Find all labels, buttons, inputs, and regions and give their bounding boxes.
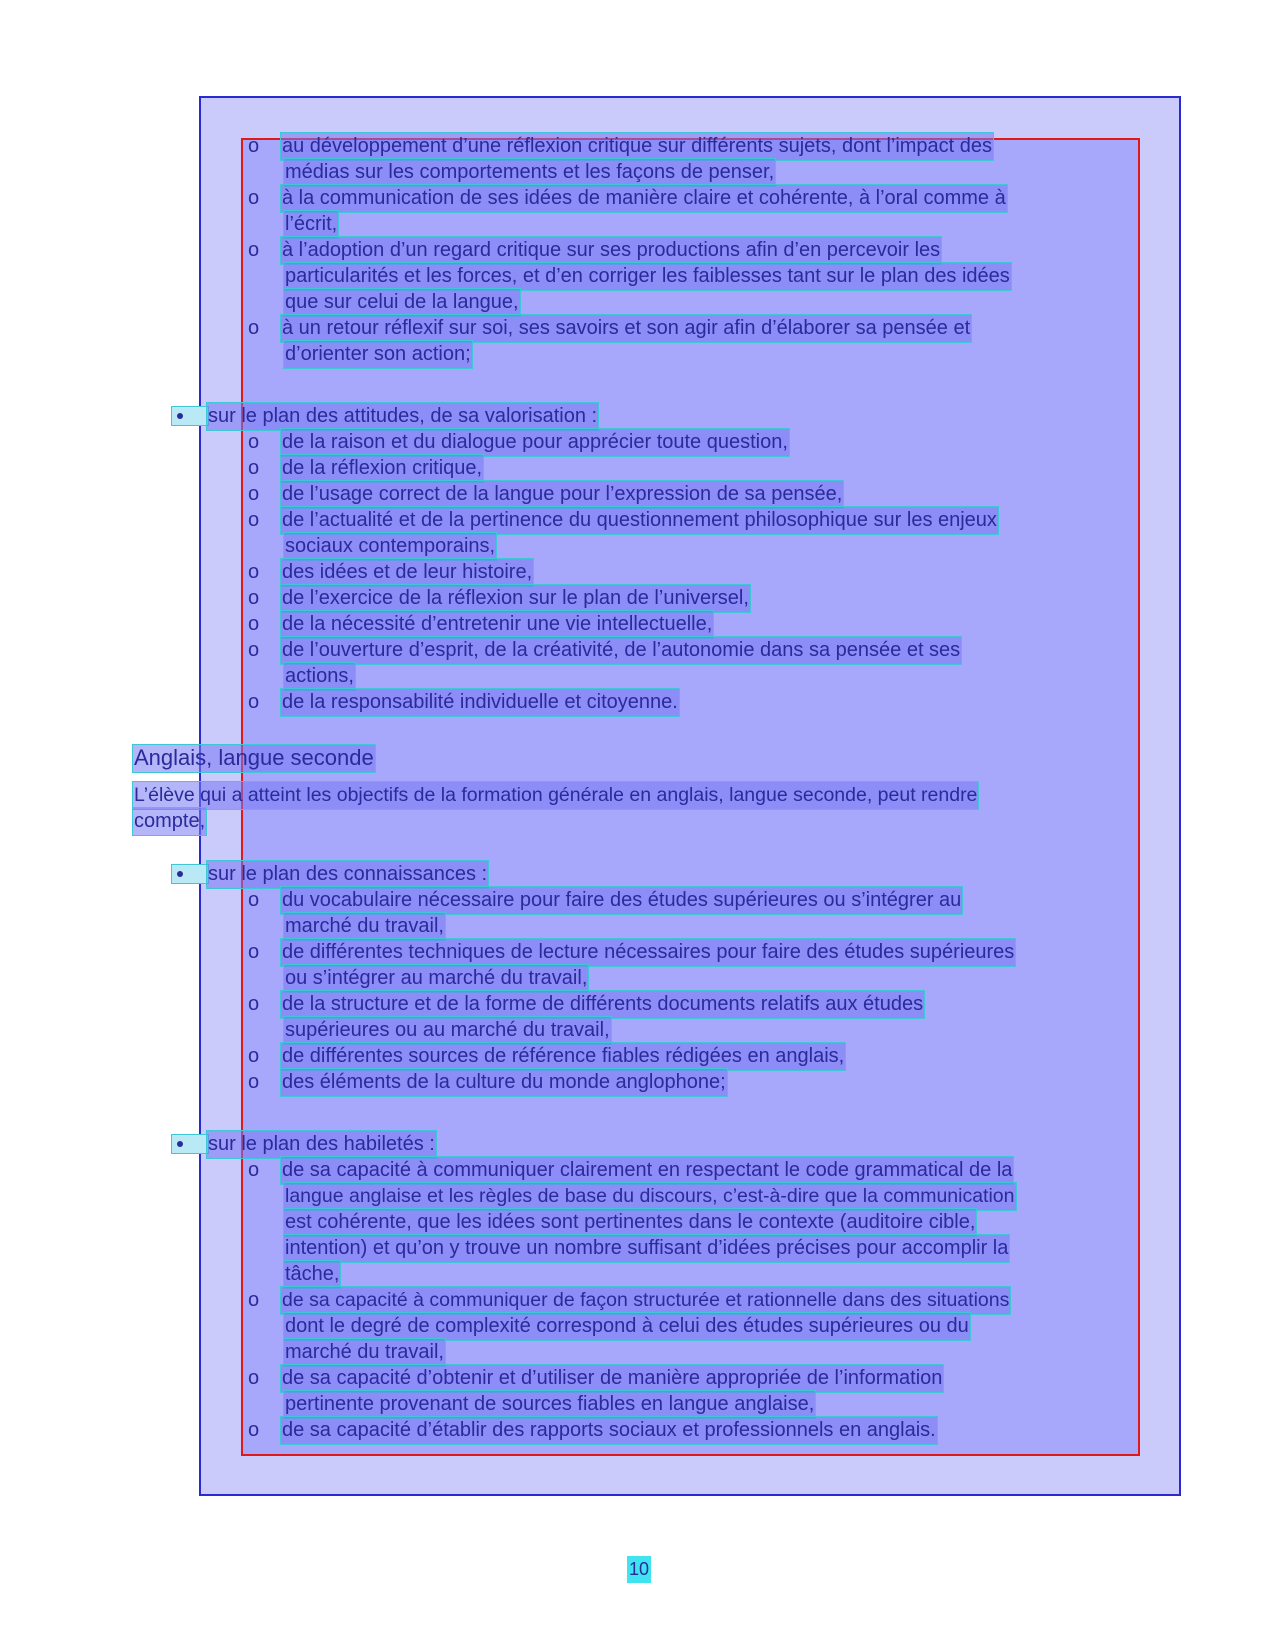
bullet-dot-icon <box>172 865 208 883</box>
list-item-line: particularités et les forces, et d’en corriger les faiblesses tant sur le plan des idées <box>284 263 1011 290</box>
sub-bullet-marker: o <box>248 1159 260 1181</box>
sub-bullet-marker: o <box>248 639 260 661</box>
sub-bullet-marker: o <box>248 317 260 339</box>
list-item-line: de la responsabilité individuelle et citoyenne. <box>281 689 679 716</box>
sub-bullet-marker: o <box>248 613 260 635</box>
sub-bullet-marker: o <box>248 561 260 583</box>
list-item-line: marché du travail, <box>284 913 445 940</box>
list-item-line: de sa capacité d’obtenir et d’utiliser de manière appropriée de l’information <box>281 1365 943 1392</box>
sub-bullet-marker: o <box>248 1071 260 1093</box>
list-item-line: langue anglaise et les règles de base du discours, c’est-à-dire que la communication <box>284 1183 1016 1210</box>
sub-bullet-marker: o <box>248 431 260 453</box>
list-item-line: à l’adoption d’un regard critique sur ses productions afin d’en percevoir les <box>281 237 941 264</box>
list-item-line: ou s’intégrer au marché du travail, <box>284 965 588 992</box>
list-item-line: médias sur les comportements et les façons de penser, <box>284 159 775 186</box>
list-item-line: de la nécessité d’entretenir une vie intellectuelle, <box>281 611 713 638</box>
sub-bullet-marker: o <box>248 993 260 1015</box>
list-item-line: supérieures ou au marché du travail, <box>284 1017 611 1044</box>
list-item-line: des idées et de leur histoire, <box>281 559 533 586</box>
list-heading: sur le plan des habiletés : <box>207 1131 436 1158</box>
sub-bullet-marker: o <box>248 941 260 963</box>
sub-bullet-marker: o <box>248 457 260 479</box>
bullet-dot-icon <box>172 407 208 425</box>
list-item-line: pertinente provenant de sources fiables en langue anglaise, <box>284 1391 815 1418</box>
sub-bullet-marker: o <box>248 1289 260 1311</box>
sub-bullet-marker: o <box>248 509 260 531</box>
list-heading: sur le plan des connaissances : <box>207 861 488 888</box>
sub-bullet-marker: o <box>248 1367 260 1389</box>
list-item-line: de la structure et de la forme de différents documents relatifs aux études <box>281 991 924 1018</box>
sub-bullet-marker: o <box>248 483 260 505</box>
list-item-line: tâche, <box>284 1261 340 1288</box>
section-intro-line: compte, <box>133 808 206 835</box>
list-item-line: de l’usage correct de la langue pour l’expression de sa pensée, <box>281 481 843 508</box>
list-item-line: d’orienter son action; <box>284 341 472 368</box>
sub-bullet-marker: o <box>248 239 260 261</box>
list-item-line: de l’exercice de la réflexion sur le plan de l’universel, <box>281 585 750 612</box>
list-item-line: sociaux contemporains, <box>284 533 496 560</box>
list-item-line: du vocabulaire nécessaire pour faire des études supérieures ou s’intégrer au <box>281 887 962 914</box>
page-number: 10 <box>627 1556 651 1583</box>
list-item-line: au développement d’une réflexion critique sur différents sujets, dont l’impact des <box>281 133 993 160</box>
list-item-line: actions, <box>284 663 355 690</box>
sub-bullet-marker: o <box>248 1045 260 1067</box>
list-item-line: de sa capacité à communiquer de façon structurée et rationnelle dans des situations <box>281 1287 1010 1314</box>
list-item-line: est cohérente, que les idées sont pertinentes dans le contexte (auditoire cible, <box>284 1209 976 1236</box>
sub-bullet-marker: o <box>248 1419 260 1441</box>
list-item-line: l’écrit, <box>284 211 338 238</box>
list-item-line: de sa capacité d’établir des rapports sociaux et professionnels en anglais. <box>281 1417 937 1444</box>
sub-bullet-marker: o <box>248 889 260 911</box>
list-item-line: de la réflexion critique, <box>281 455 483 482</box>
sub-bullet-marker: o <box>248 587 260 609</box>
list-item-line: de la raison et du dialogue pour apprécier toute question, <box>281 429 789 456</box>
list-item-line: à la communication de ses idées de manière claire et cohérente, à l’oral comme à <box>281 185 1007 212</box>
list-item-line: de l’actualité et de la pertinence du questionnement philosophique sur les enjeux <box>281 507 998 534</box>
list-item-line: de l’ouverture d’esprit, de la créativité, de l’autonomie dans sa pensée et ses <box>281 637 961 664</box>
list-item-line: de sa capacité à communiquer clairement en respectant le code grammatical de la <box>281 1157 1013 1184</box>
list-heading: sur le plan des attitudes, de sa valorisation : <box>207 403 598 430</box>
sub-bullet-marker: o <box>248 691 260 713</box>
section-intro-line: L’élève qui a atteint les objectifs de la formation générale en anglais, langue seconde, peut rendre <box>133 782 978 809</box>
list-item-line: de différentes sources de référence fiables rédigées en anglais, <box>281 1043 845 1070</box>
list-item-line: des éléments de la culture du monde anglophone; <box>281 1069 727 1096</box>
sub-bullet-marker: o <box>248 187 260 209</box>
section-title: Anglais, langue seconde <box>134 745 374 770</box>
list-item-line: dont le degré de complexité correspond à celui des études supérieures ou du <box>284 1313 970 1340</box>
list-item-line: marché du travail, <box>284 1339 445 1366</box>
list-item-line: intention) et qu’on y trouve un nombre suffisant d’idées précises pour accomplir la <box>284 1235 1009 1262</box>
bullet-dot-icon <box>172 1135 208 1153</box>
sub-bullet-marker: o <box>248 135 260 157</box>
list-item-line: de différentes techniques de lecture nécessaires pour faire des études supérieures <box>281 939 1015 966</box>
list-item-line: à un retour réflexif sur soi, ses savoirs et son agir afin d’élaborer sa pensée et <box>281 315 971 342</box>
list-item-line: que sur celui de la langue, <box>284 289 520 316</box>
